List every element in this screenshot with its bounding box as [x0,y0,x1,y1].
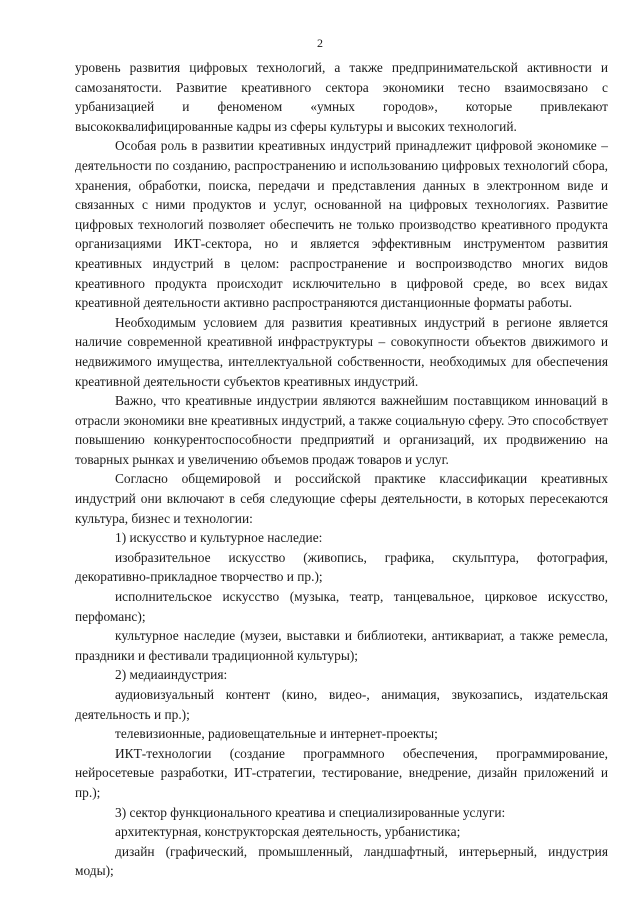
paragraph: Необходимым условием для развития креативных индустрий в регионе является наличие современной креативной инфраструктуры – совокупности объектов движимого и недвижимого имущества, интеллектуальной собственности, необходимых для обеспечения креативной деятельности субъектов креативных индустрий. [75,314,608,389]
list-item: ИКТ-технологии (создание программного обеспечения, программирование, нейросетевые разработки, ИТ-стратегии, тестирование, внедрение, дизайн приложений и пр.); [75,745,608,800]
paragraph: Важно, что креативные индустрии являются важнейшим поставщиком инноваций в отрасли экономики вне креативных индустрий, а также социальную сферу. Это способствует повышению конкурентоспособности предприятий и организаций, их продвижению на товарных рынках и увеличению объемов продаж товаров и услуг. [75,393,608,467]
list-item: культурное наследие (музеи, выставки и библиотеки, антиквариат, а также ремесла, праздники и фестивали традиционной культуры); [75,628,608,663]
list-item: изобразительное искусство (живопись, графика, скульптура, фотография, декоративно-прикладное творчество и пр.); [75,549,608,585]
document-body [75,58,608,881]
page-number: 2 [317,36,323,50]
list-item: аудиовизуальный контент (кино, видео-, анимация, звукозапись, издательская деятельность и пр.); [75,687,608,722]
paragraph: Согласно общемировой и российской практике классификации креативных индустрий они включают в себя следующие сферы деятельности, в которых пересекаются культура, бизнес и технологии: [75,471,608,526]
list-item: 3) сектор функционального креатива и специализированные услуги: [115,804,506,820]
list-item: телевизионные, радиовещательные и интернет-проекты; [115,726,438,742]
paragraph: уровень развития цифровых технологий, а также предпринимательской активности и самозанятости. Развитие креативного сектора экономики тесно взаимосвязано с урбанизацией и феноменом «умных городов», которые привлекают высококвалифицированные кадры из сферы культуры и высоких технологий. [75,60,608,134]
list-item: 2) медиаиндустрия: [115,667,228,683]
list-item: исполнительское искусство (музыка, театр, танцевальное, цирковое искусство, перфоманс); [75,589,608,624]
list-item: архитектурная, конструкторская деятельность, урбанистика; [115,824,461,840]
paragraph: Особая роль в развитии креативных индустрий принадлежит цифровой экономике – деятельности по созданию, распространению и использованию цифровых технологий сбора, хранения, обработки, поиска, передачи и представления данных в электронном виде и связанных с ними продуктов и услуг, основанной на цифровых технологиях. Развитие цифровых технологий позволяет обеспечить не только производство креативного продукта организациями ИКТ-сектора, но и является эффективным инструментом развития креативных индустрий в целом: распространение и воспроизводство многих видов креативного продукта происходит исключительно в цифровой среде, во всех видах креативной деятельности активно распространяются дистанционные форматы работы. [75,138,608,311]
list-item: дизайн (графический, промышленный, ландшафтный, интерьерный, индустрия моды); [75,843,608,879]
list-item: 1) искусство и культурное наследие: [115,530,323,546]
